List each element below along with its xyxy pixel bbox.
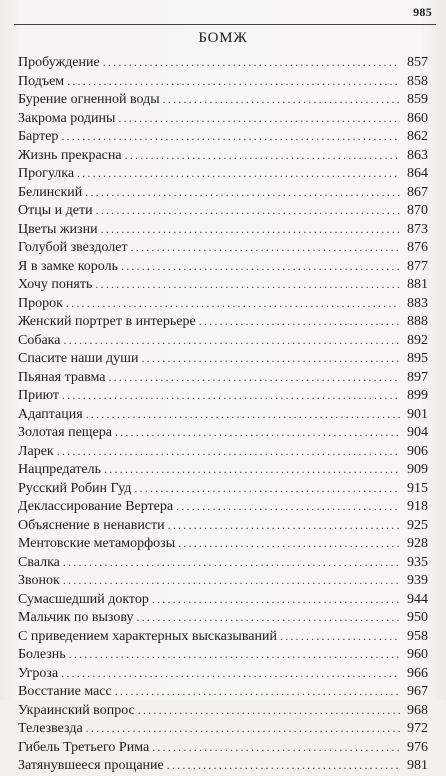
toc-entry-title: Пробуждение [18, 55, 100, 70]
dot-leader [199, 312, 400, 331]
dot-leader [178, 534, 400, 553]
toc-entry-title: Гибель Третьего Рима [18, 739, 150, 755]
toc-entry-title: Белинский [18, 184, 83, 200]
toc-entry-page: 901 [407, 406, 428, 422]
toc-entry-title: Подъем [18, 73, 65, 89]
toc-entry [18, 220, 428, 239]
toc-entry-title: Русский Робин Гуд [18, 480, 132, 496]
toc-entry [18, 442, 428, 461]
page-number: 985 [413, 5, 432, 19]
dot-leader [137, 608, 400, 627]
toc-entry-title: Спасите наши души [18, 351, 139, 366]
dot-leader [134, 479, 400, 498]
dot-leader [103, 53, 400, 72]
toc-entry [18, 164, 428, 183]
toc-entry [18, 368, 428, 387]
toc-entry-title: Прогулка [18, 166, 75, 181]
toc-entry-title: С приведением характерных высказываний [18, 628, 277, 644]
dot-leader [167, 756, 400, 775]
toc-entry [18, 645, 428, 664]
toc-entry [18, 275, 428, 294]
dot-leader [108, 368, 400, 387]
toc-entry-title: Ларек [18, 443, 54, 459]
toc-entry-page: 892 [407, 332, 428, 348]
toc-entry [18, 331, 428, 350]
toc-entry-page: 928 [407, 536, 428, 551]
toc-entry [18, 756, 428, 775]
toc-entry-page: 876 [407, 240, 428, 255]
toc-entry-title: Адаптация [18, 406, 83, 422]
dot-leader [61, 127, 400, 146]
toc-entry-page: 944 [407, 591, 428, 607]
toc-entry [18, 72, 428, 91]
toc-entry-page: 958 [407, 628, 428, 644]
dot-leader [141, 349, 400, 368]
toc-entry-title: Женский портрет в интерьере [18, 314, 196, 329]
dot-leader [131, 238, 400, 257]
dot-leader [101, 220, 400, 239]
toc-entry-title: Деклассирование Вертера [18, 499, 174, 514]
toc-entry [18, 534, 428, 553]
toc-entry-title: Украинский вопрос [18, 702, 135, 718]
dot-leader [62, 386, 400, 405]
toc-entry-title: Ментовские метаморфозы [18, 536, 176, 551]
toc-entry-title: Голубой звездолет [18, 240, 128, 255]
toc-entry-title: Приют [18, 388, 59, 403]
toc-entry [18, 682, 428, 701]
table-of-contents [18, 53, 428, 775]
toc-entry-page: 899 [407, 388, 428, 403]
toc-entry-page: 877 [407, 258, 428, 274]
dot-leader [125, 146, 400, 165]
toc-entry-title: Бурение огненной воды [18, 92, 160, 107]
toc-entry-page: 935 [407, 554, 428, 570]
dot-leader [63, 553, 400, 572]
toc-entry-page: 863 [407, 147, 428, 163]
toc-entry-page: 883 [407, 295, 428, 311]
toc-entry-title: Золотая пещера [18, 425, 112, 440]
toc-entry-title: Угроза [18, 665, 59, 681]
toc-entry-title: Закрома родины [18, 110, 116, 126]
dot-leader [96, 201, 400, 220]
toc-entry-page: 909 [407, 462, 428, 477]
dot-leader [61, 664, 400, 683]
toc-entry-page: 976 [407, 739, 428, 755]
toc-entry-page: 950 [407, 610, 428, 625]
toc-entry [18, 553, 428, 572]
toc-entry [18, 719, 428, 738]
toc-entry-page: 881 [407, 277, 428, 292]
toc-entry-page: 968 [407, 702, 428, 718]
dot-leader [86, 405, 400, 424]
toc-entry-title: Свалка [18, 554, 60, 570]
toc-entry-page: 960 [407, 647, 428, 662]
toc-entry [18, 386, 428, 405]
dot-leader [63, 571, 400, 590]
header-rule [14, 24, 436, 25]
toc-entry-page: 897 [407, 369, 428, 385]
toc-entry-title: Восстание масс [18, 684, 112, 699]
toc-entry-page: 864 [407, 166, 428, 181]
toc-entry-title: Собака [18, 332, 61, 348]
toc-entry-page: 915 [407, 480, 428, 496]
toc-entry [18, 423, 428, 442]
toc-entry-page: 925 [407, 517, 428, 533]
toc-entry-page: 870 [407, 203, 428, 218]
dot-leader [66, 294, 400, 313]
toc-entry [18, 701, 428, 720]
dot-leader [121, 257, 400, 276]
toc-entry-title: Бартер [18, 129, 59, 144]
toc-entry-page: 967 [407, 684, 428, 699]
toc-entry-page: 972 [407, 721, 428, 736]
toc-entry [18, 146, 428, 165]
toc-entry-page: 895 [407, 351, 428, 366]
toc-entry-page: 857 [407, 55, 428, 70]
dot-leader [118, 109, 400, 128]
toc-entry [18, 571, 428, 590]
toc-entry-page: 906 [407, 443, 428, 459]
toc-entry-title: Звонок [18, 573, 60, 588]
toc-entry [18, 109, 428, 128]
toc-entry-title: Болезнь [18, 647, 66, 662]
toc-entry [18, 257, 428, 276]
toc-entry-title: Отцы и дети [18, 203, 93, 218]
toc-entry-page: 981 [407, 758, 428, 773]
dot-leader [77, 164, 400, 183]
toc-entry [18, 590, 428, 609]
dot-leader [86, 719, 400, 738]
toc-entry-page: 859 [407, 92, 428, 107]
dot-leader [168, 516, 400, 535]
toc-entry-page: 966 [407, 665, 428, 681]
toc-entry-page: 939 [407, 573, 428, 588]
toc-entry [18, 516, 428, 535]
toc-entry-page: 873 [407, 221, 428, 237]
toc-entry-page: 904 [407, 425, 428, 440]
toc-entry-page: 858 [407, 73, 428, 89]
dot-leader [280, 627, 400, 646]
dot-leader [67, 72, 400, 91]
toc-entry [18, 349, 428, 368]
toc-entry-title: Сумасшедший доктор [18, 591, 149, 607]
dot-leader [138, 701, 400, 720]
dot-leader [115, 423, 400, 442]
toc-entry [18, 201, 428, 220]
toc-entry [18, 294, 428, 313]
toc-entry-title: Хочу понять [18, 277, 93, 292]
toc-entry-title: Затянувшееся прощание [18, 758, 164, 773]
toc-entry-title: Пьяная травма [18, 369, 106, 385]
toc-entry-title: Телезвезда [18, 721, 83, 736]
section-title: БОМЖ [198, 30, 248, 46]
toc-entry [18, 405, 428, 424]
toc-entry-page: 867 [407, 184, 428, 200]
toc-entry [18, 497, 428, 516]
toc-entry-page: 860 [407, 110, 428, 126]
toc-entry-title: Жизнь прекрасна [18, 147, 122, 163]
toc-entry [18, 90, 428, 109]
dot-leader [152, 590, 400, 609]
toc-entry-page: 918 [407, 499, 428, 514]
dot-leader [176, 497, 400, 516]
dot-leader [115, 682, 400, 701]
toc-entry-page: 888 [407, 314, 428, 329]
toc-entry-title: Цветы жизни [18, 221, 98, 237]
toc-entry [18, 183, 428, 202]
toc-entry-title: Объяснение в ненависти [18, 517, 165, 533]
toc-entry [18, 460, 428, 479]
dot-leader [152, 738, 400, 757]
dot-leader [69, 645, 400, 664]
dot-leader [163, 90, 400, 109]
dot-leader [95, 275, 400, 294]
toc-entry [18, 53, 428, 72]
dot-leader [104, 460, 400, 479]
toc-entry [18, 608, 428, 627]
toc-entry [18, 664, 428, 683]
toc-entry-title: Мальчик по вызову [18, 610, 134, 625]
dot-leader [63, 331, 400, 350]
toc-entry-title: Пророк [18, 295, 63, 311]
toc-entry [18, 738, 428, 757]
toc-entry [18, 127, 428, 146]
toc-entry-title: Нацпредатель [18, 462, 102, 477]
toc-entry [18, 312, 428, 331]
toc-entry-title: Я в замке король [18, 258, 118, 274]
toc-entry [18, 627, 428, 646]
toc-entry-page: 862 [407, 129, 428, 144]
toc-entry [18, 479, 428, 498]
toc-entry [18, 238, 428, 257]
dot-leader [85, 183, 400, 202]
dot-leader [57, 442, 400, 461]
